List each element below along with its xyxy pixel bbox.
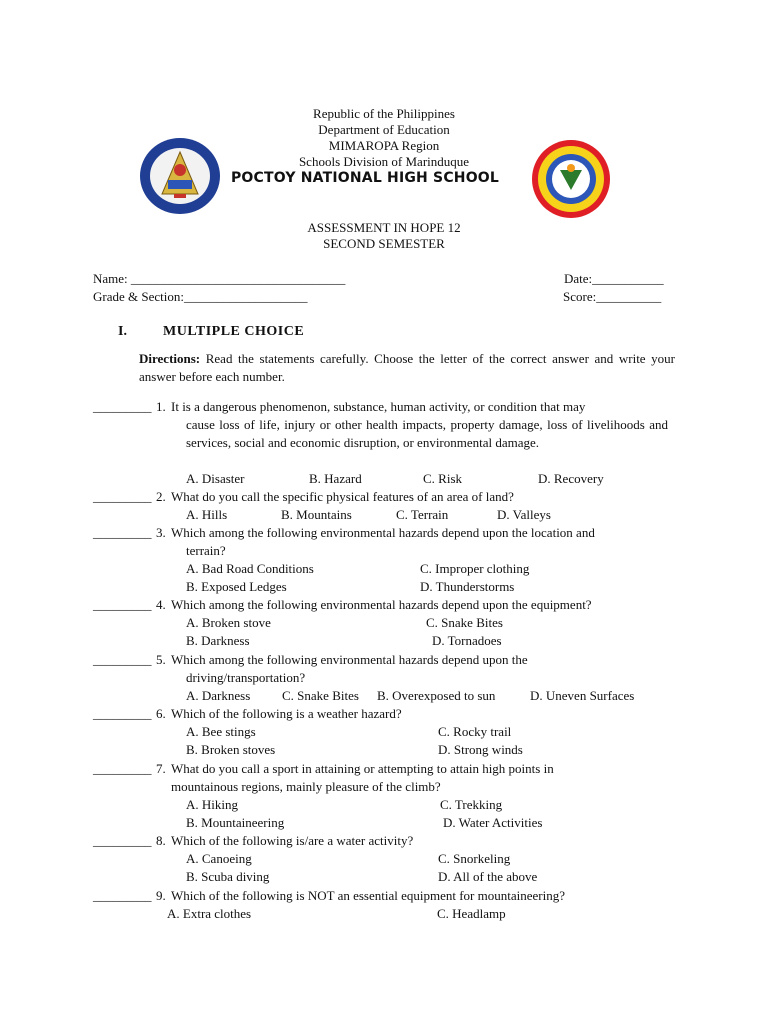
header-region: MIMAROPA Region — [328, 138, 440, 153]
answer-blank-2: _________ — [93, 489, 152, 504]
option-2d: D. Valleys — [497, 507, 551, 522]
question-number-8: 8. — [156, 833, 166, 848]
option-5b: B. Overexposed to sun — [377, 688, 496, 703]
option-4b: B. Darkness — [186, 633, 250, 648]
school-name: POCTOY NATIONAL HIGH SCHOOL — [230, 170, 500, 186]
header-republic: Republic of the Philippines — [313, 106, 455, 121]
date-field: Date:___________ — [564, 271, 664, 286]
option-2c: C. Terrain — [396, 507, 449, 522]
answer-blank-5: _________ — [93, 652, 152, 667]
option-8b: B. Scuba diving — [186, 869, 270, 884]
question-number-9: 9. — [156, 888, 166, 903]
question-text-5-cont: driving/transportation? — [186, 670, 306, 685]
semester-title: SECOND SEMESTER — [323, 236, 445, 251]
question-text-5: Which among the following environmental hazards depend upon the — [171, 652, 528, 667]
score-field: Score:__________ — [563, 289, 662, 304]
option-1a: A. Disaster — [186, 471, 245, 486]
option-3a: A. Bad Road Conditions — [186, 561, 314, 576]
answer-blank-6: _________ — [93, 706, 152, 721]
section-title: MULTIPLE CHOICE — [163, 324, 305, 339]
name-field: Name: _________________________________ — [93, 271, 346, 286]
option-4d: D. Tornadoes — [432, 633, 502, 648]
question-text-4: Which among the following environmental hazards depend upon the equipment? — [171, 597, 592, 612]
option-5d: D. Uneven Surfaces — [530, 688, 635, 703]
option-1b: B. Hazard — [309, 471, 362, 486]
option-3c: C. Improper clothing — [420, 561, 530, 576]
answer-blank-4: _________ — [93, 597, 152, 612]
option-9a: A. Extra clothes — [167, 906, 252, 921]
option-6c: C. Rocky trail — [438, 724, 512, 739]
question-number-6: 6. — [156, 706, 166, 721]
question-text-1-cont: cause loss of life, injury or other health impacts, property damage, loss of livelihoods and services, social and economic disruption, or environmental damage. — [186, 417, 668, 450]
answer-blank-1: _________ — [93, 399, 152, 414]
option-1c: C. Risk — [423, 471, 463, 486]
option-7d: D. Water Activities — [443, 815, 543, 830]
directions-text: Read the statements carefully. Choose the letter of the correct answer and write your answer before each number. — [139, 351, 675, 384]
option-3b: B. Exposed Ledges — [186, 579, 287, 594]
option-4a: A. Broken stove — [186, 615, 271, 630]
question-number-1: 1. — [156, 399, 166, 414]
option-8c: C. Snorkeling — [438, 851, 511, 866]
section-number: I. — [118, 324, 127, 339]
question-text-2: What do you call the specific physical features of an area of land? — [171, 489, 514, 504]
option-8d: D. All of the above — [438, 869, 538, 884]
answer-blank-7: _________ — [93, 761, 152, 776]
question-text-7: What do you call a sport in attaining or attempting to attain high points in — [171, 761, 554, 776]
option-9c: C. Headlamp — [437, 906, 506, 921]
question-text-6: Which of the following is a weather hazard? — [171, 706, 402, 721]
question-text-7-cont: mountainous regions, mainly pleasure of the climb? — [171, 779, 441, 794]
grade-section-field: Grade & Section:___________________ — [93, 289, 308, 304]
header-department: Department of Education — [318, 122, 450, 137]
option-2a: A. Hills — [186, 507, 228, 522]
question-text-9: Which of the following is NOT an essential equipment for mountaineering? — [171, 888, 565, 903]
question-text-3: Which among the following environmental hazards depend upon the location and — [171, 525, 595, 540]
question-number-3: 3. — [156, 525, 166, 540]
option-6b: B. Broken stoves — [186, 742, 276, 757]
question-number-2: 2. — [156, 489, 166, 504]
option-7b: B. Mountaineering — [186, 815, 285, 830]
header-division: Schools Division of Marinduque — [298, 154, 470, 169]
option-8a: A. Canoeing — [186, 851, 252, 866]
option-7a: A. Hiking — [186, 797, 238, 812]
question-number-5: 5. — [156, 652, 166, 667]
assessment-title: ASSESSMENT IN HOPE 12 — [307, 220, 461, 235]
option-3d: D. Thunderstorms — [420, 579, 515, 594]
answer-blank-3: _________ — [93, 525, 152, 540]
question-text-1: It is a dangerous phenomenon, substance, human activity, or condition that may — [171, 399, 586, 414]
answer-blank-9: _________ — [93, 888, 152, 903]
option-6a: A. Bee stings — [186, 724, 256, 739]
question-text-8: Which of the following is/are a water activity? — [171, 833, 414, 848]
question-number-7: 7. — [156, 761, 166, 776]
answer-blank-8: _________ — [93, 833, 152, 848]
question-number-4: 4. — [156, 597, 166, 612]
option-5c: C. Snake Bites — [282, 688, 359, 703]
option-7c: C. Trekking — [440, 797, 503, 812]
directions-label: Directions: — [139, 351, 201, 366]
option-5a: A. Darkness — [186, 688, 251, 703]
option-1d: D. Recovery — [538, 471, 604, 486]
option-4c: C. Snake Bites — [426, 615, 503, 630]
question-text-3-cont: terrain? — [186, 543, 226, 558]
option-6d: D. Strong winds — [438, 742, 523, 757]
directions — [139, 350, 675, 386]
option-2b: B. Mountains — [281, 507, 352, 522]
